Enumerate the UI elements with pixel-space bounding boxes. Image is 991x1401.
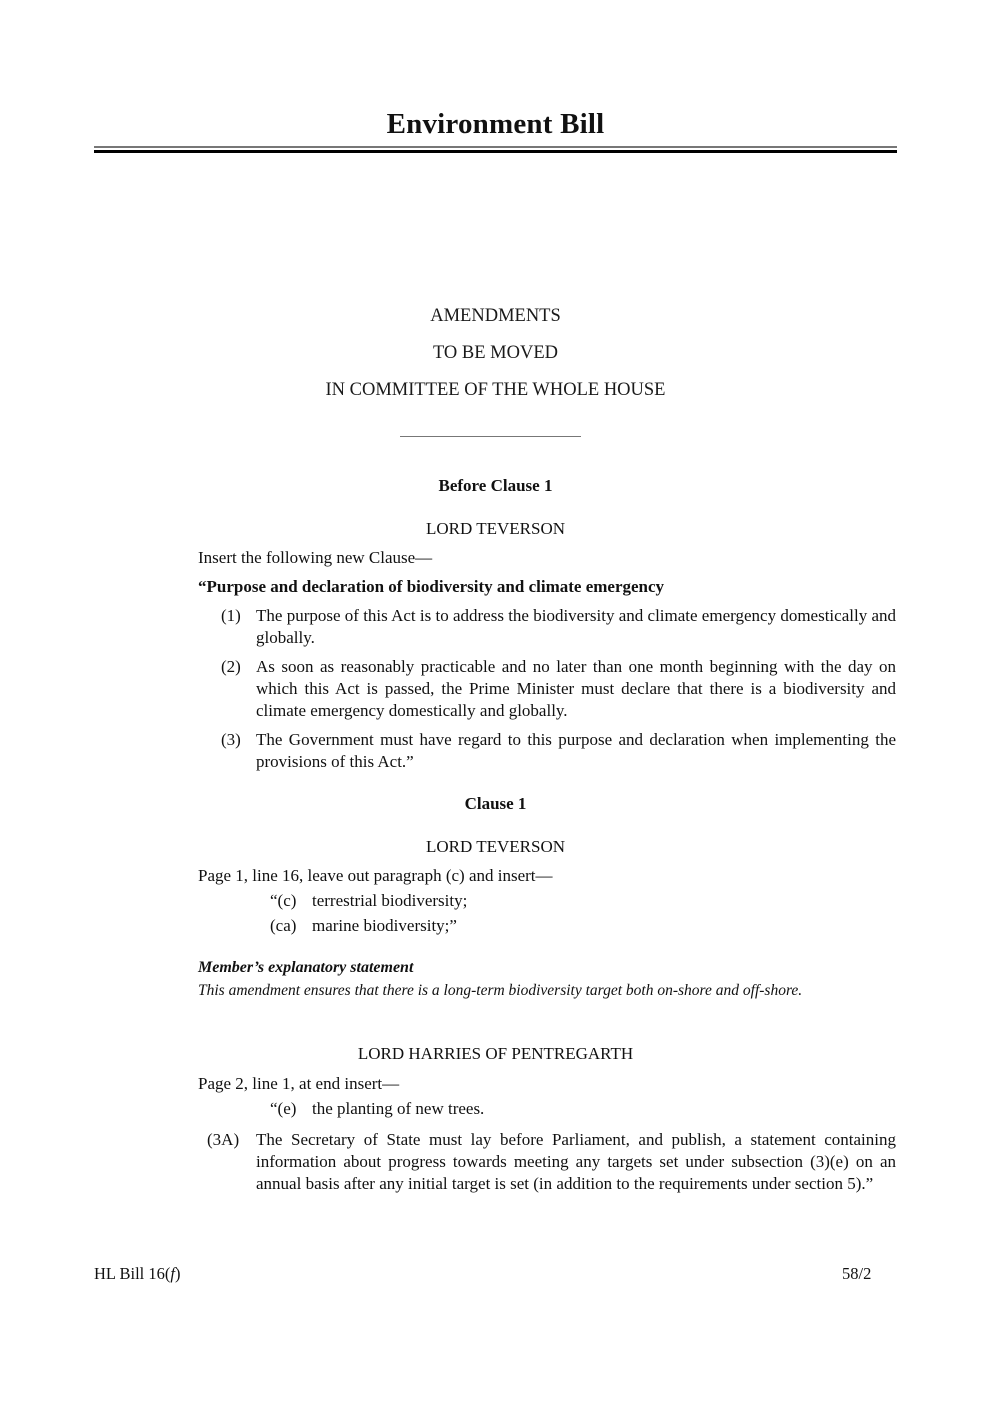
paragraph-number: (2) bbox=[221, 657, 241, 676]
clause-paragraph bbox=[198, 1129, 896, 1217]
item-text: the planting of new trees. bbox=[312, 1099, 485, 1118]
title-rule-thin bbox=[94, 146, 897, 148]
paragraph-text: As soon as reasonably practicable and no later than one month beginning with the day on which this Act is passed, the Prime Minister must declare that there is a biodiversity and climate emergency domestically and globally. bbox=[256, 657, 896, 720]
item-text: terrestrial biodiversity; bbox=[312, 891, 468, 910]
clause-paragraph bbox=[198, 656, 896, 722]
item-number: “(c) bbox=[270, 891, 297, 910]
heading-before-clause-1: Before Clause 1 bbox=[438, 476, 553, 495]
paragraph-number: (1) bbox=[221, 606, 241, 625]
explanatory-statement-heading: Member’s explanatory statement bbox=[198, 959, 414, 976]
title-rule-thick bbox=[94, 150, 897, 153]
new-clause-title: “Purpose and declaration of biodiversity and climate emergency bbox=[198, 577, 665, 596]
paragraph-number: (3A) bbox=[207, 1130, 240, 1149]
bill-ref-italic: f bbox=[170, 1264, 175, 1283]
paragraph-number: (3) bbox=[221, 730, 241, 749]
page-reference: 58/2 bbox=[842, 1264, 872, 1283]
header-amendments: AMENDMENTS bbox=[430, 306, 561, 326]
paragraph-text: The purpose of this Act is to address the biodiversity and climate emergency domestically and globally. bbox=[256, 606, 896, 647]
header-committee: IN COMMITTEE OF THE WHOLE HOUSE bbox=[325, 380, 666, 400]
section-separator bbox=[400, 436, 581, 437]
amendment-instruction: Insert the following new Clause— bbox=[198, 548, 433, 567]
item-number: (ca) bbox=[270, 916, 297, 935]
member-name: LORD HARRIES OF PENTREGARTH bbox=[357, 1044, 634, 1063]
member-name: LORD TEVERSON bbox=[426, 837, 565, 856]
amendment-instruction: Page 2, line 1, at end insert— bbox=[198, 1074, 400, 1093]
bill-reference bbox=[94, 1264, 180, 1284]
amendment-instruction: Page 1, line 16, leave out paragraph (c) and insert— bbox=[198, 866, 553, 885]
heading-clause-1: Clause 1 bbox=[464, 794, 527, 813]
member-name: LORD TEVERSON bbox=[426, 519, 565, 538]
explanatory-statement-text: This amendment ensures that there is a long-term biodiversity target both on-shore and off-shore. bbox=[198, 982, 803, 999]
header-to-be-moved: TO BE MOVED bbox=[432, 343, 559, 363]
bill-ref-prefix: HL Bill 16( bbox=[94, 1264, 171, 1283]
item-text: marine biodiversity;” bbox=[312, 916, 457, 935]
bill-ref-suffix: ) bbox=[174, 1264, 181, 1283]
paragraph-text: The Government must have regard to this purpose and declaration when implementing the provisions of this Act.” bbox=[256, 730, 896, 771]
clause-paragraph bbox=[198, 605, 896, 649]
paragraph-text: The Secretary of State must lay before Parliament, and publish, a statement containing information about progress towards meeting any targets set under subsection (3)(e) on an annual basis after any initial target is set (in addition to the requirements under section 5).” bbox=[256, 1130, 896, 1193]
item-number: “(e) bbox=[270, 1099, 297, 1118]
document-title: Environment Bill bbox=[386, 108, 605, 140]
clause-paragraph bbox=[198, 729, 896, 773]
